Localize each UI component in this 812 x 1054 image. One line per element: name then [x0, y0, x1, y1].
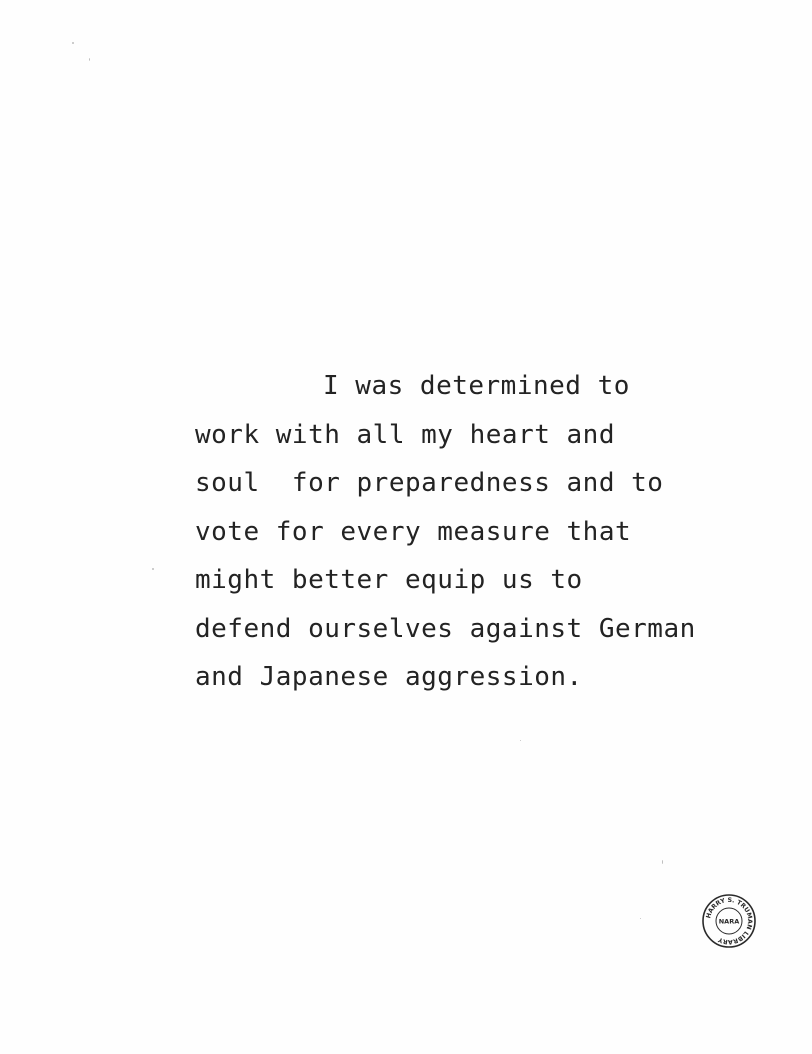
stamp-ring-text: HARRY S. TRUMAN LIBRARY — [705, 896, 754, 946]
paper-speck — [662, 860, 663, 864]
text-line: I was determined to — [323, 371, 630, 401]
seal-icon — [701, 893, 757, 949]
text-line: defend ourselves against German — [195, 613, 696, 644]
text-line: vote for every measure that — [195, 516, 632, 547]
archive-stamp — [701, 893, 757, 949]
text-line: soul for preparedness and to — [195, 468, 664, 498]
paper-speck — [72, 42, 74, 44]
text-line: and Japanese aggression. — [195, 662, 583, 692]
paper-speck — [520, 740, 521, 741]
text-line: might better equip us to — [195, 565, 583, 595]
paper-speck — [89, 58, 90, 61]
typed-paragraph — [195, 362, 755, 702]
text-line: work with all my heart and — [195, 419, 615, 450]
paper-speck — [640, 918, 641, 919]
paper-speck — [152, 568, 154, 570]
stamp-center-text: NARA — [718, 917, 740, 926]
